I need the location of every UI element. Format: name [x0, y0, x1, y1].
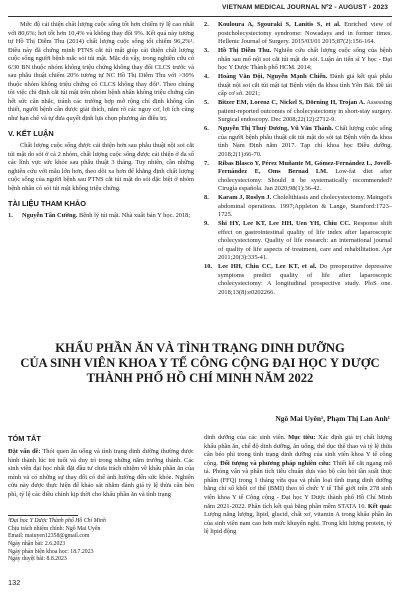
journal-header [0, 0, 400, 14]
reference-authors: Hồ Thị Diễm Thu. [218, 47, 272, 55]
abstract-text: dinh dưỡng của các sinh viên. [204, 434, 289, 441]
article-title-line: CỦA SINH VIÊN KHOA Y TẾ CÔNG CỘNG ĐẠI HỌC Y DƯỢC [20, 356, 380, 371]
reference-authors: Lee HH, Chiu CC, Lee KT, et al. [218, 263, 317, 271]
reference-list-left [8, 212, 194, 221]
footnote-affiliation: ¹Đại học Y Dược Thành phố Hồ Chí Minh [8, 518, 106, 524]
reference-number: 5. [204, 99, 209, 107]
abstract-paragraph [8, 448, 194, 499]
footnote-rule [8, 515, 78, 516]
abstract-label-method: Đối tượng và phương pháp nghiên cứu: [220, 459, 331, 467]
reference-number: 8. [204, 194, 209, 202]
abstract-text: Lượng năng lượng, lipid, glucid, chất xơ, vitamin A trong khẩu phần ăn của sinh viên nam cao hơn mức khuyến nghị. Trong khi lượng protein, tỷ lệ lipid động [204, 511, 392, 536]
reference-text: Bệnh lý túi mật. Nhà xuất bản Y học. 2018; [77, 211, 191, 219]
reference-item [204, 220, 392, 263]
reference-item [204, 263, 392, 297]
reference-number: 10. [204, 263, 212, 271]
reference-authors: Nguyễn Tấn Cường. [22, 211, 78, 219]
abstract-text: Thói quen ăn uống và tình trạng dinh dưỡng thường được hình thành lúc trẻ tuổi và duy trì trong những năm trưởng thành. Các sinh viên đại học nhất đặt đầu tư chưa trách nhiệm về khẩu phần ăn của mình và có những sự thay đổi có thể ảnh hưởng đến sức khỏe. Nghiên cứu này được thực hiện để khảo sát nhằm đánh giá tỷ lệ thừa cân béo phì, tỷ lệ các điều chỉnh kịp thời cho khẩu phần ăn và tình trạng [8, 447, 194, 498]
journal-header-text: VIETNAM MEDICAL JOURNAL Nº2 - AUGUST - 2023 [222, 4, 388, 11]
abstract-label-background: Đặt vấn đề: [8, 447, 41, 455]
reference-item [204, 194, 392, 220]
abstract-right [204, 434, 392, 537]
reference-text: Nghiên cứu chất lượng cuộc sống của bệnh nhân sau mổ nội soi cắt túi mật do sỏi. Luận án tiến sĩ Y học - Đại học Y Dược Thành phố HCM. 2014; [218, 47, 392, 72]
conclusion-text: Chất lượng cuộc sống được cải thiện hơn sau phẫu thuật nội soi cắt túi mật do sỏi ở cả 2 nhóm, chất lượng cuộc sống được cải thiện ở đa số các lĩnh vực sức khỏe sau phẫu thuật 3 tháng. Tuy nhiên, cần những nghiên cứu với mẫu lớn hơn, theo dõi xa hơn để khẳng định chất lượng cuộc sống của người bệnh sau PTNS cắt túi mật do sỏi đặc biệt ở nhóm bệnh nhân có sỏi túi mật không triệu chứng. [8, 142, 194, 192]
reference-text: Đánh giá kết quả phẫu thuật nội soi cắt túi mật tại Bệnh viện đa khoa tỉnh Yên Bái. Đề tài cấp cơ sở. 2021; [218, 73, 392, 98]
discussion-paragraph: Mức độ cải thiện chất lượng cuộc sống tốt hơn chiếm tỷ lệ cao nhất với 80,6%; hơi tốt hơn 10,4% và không thay đổi 9%. Kết quả này tương tự Hồ Thị Diễm Thu (2014) chất lượng cuộc sống tốt chiếm 96,2%¹. Điều này đã chứng minh PTNS cắt túi mật giúp cải thiện chất lượng cuộc sống người bệnh mắc sỏi túi mật. Mặc dù vậy, trong nghiên cứu có 6/30 BN thuộc nhóm không triệu chứng không thay đổi CLCS trước và sau phẫu thuật chiếm 20% tương tự NC Hồ Thị Diễm Thu với >30% thuộc nhóm không triệu chứng có CLCS không thay đổi¹. Theo chúng tôi việc chỉ định cắt túi mật trên nhóm bệnh nhân không triệu chứng cần hết sức cân nhắc, tránh các trường hợp mở rộng chỉ định không cần thiết, người bệnh cần được giải thích, nắm rõ các nguy cơ, lợi ích cũng như hạn chế và tự đưa quyết định lựa chọn phương án điều trị. [8, 21, 194, 122]
reference-number: 6. [204, 125, 209, 133]
reference-number: 3. [204, 47, 209, 55]
abstract-label-results: Kết quả: [367, 502, 392, 510]
reference-item [204, 160, 392, 194]
reference-item [204, 125, 392, 159]
reference-text: Low-fat diet after cholecystectomy: Should it be systematically recommended? Cirugía española. Jan 2020;98(1):36-42. [218, 168, 392, 193]
footnote-responsible-author: Chịu trách nhiệm chính: Ngô Mai Uyên [8, 525, 101, 532]
reference-text: Cholelithiasis and cholecystectomy. Maingot's abdominal operations. 1997;Appleton & Lange, Stamford:1723–1725. [218, 194, 392, 219]
article-title-line: THÀNH PHỐ HỒ CHÍ MINH NĂM 2022 [86, 371, 314, 386]
footnote-date-accepted: Ngày duyệt bài: 8.8.2023 [8, 556, 67, 563]
reference-number: 4. [204, 73, 209, 81]
reference-authors: Ribas Blasco Y, Pérez Muñante M, Gómez-Fernández L, Jovell-Fernández E, Oms Bernad LM. [218, 159, 392, 176]
article-title [8, 341, 392, 386]
footnote-date-received: Ngày nhận bài: 2.6.2023 [8, 540, 66, 547]
reference-authors: Kouloura A, Sgouraki S, Lanitis S, et al. [218, 21, 341, 28]
reference-authors: Karam J, Roslyn J. [218, 194, 272, 202]
article-title-line: KHẨU PHẦN ĂN VÀ TÌNH TRẠNG DINH DƯỠNG [55, 341, 345, 355]
reference-number: 1. [8, 211, 13, 219]
footnote-date-reviewed: Ngày phản biện khoa học: 18.7.2023 [8, 548, 94, 555]
header-rule [8, 16, 392, 17]
abstract-paragraph-continued [204, 434, 392, 537]
abstract-text: Xác định giá trị chất lượng khẩu phần ăn, chế độ dinh dưỡng, ăn uống, thể dục thể thao và tỷ lệ thừa cân béo phì trong tình trạng dinh dưỡng của sinh viên khoa Y tế công cộng. [204, 434, 393, 467]
reference-item [204, 21, 392, 47]
abstract-heading: TÓM TẮT [8, 434, 41, 443]
reference-number: 2. [204, 21, 209, 28]
left-column [8, 21, 194, 221]
reference-text: Do preoperative depressive symptoms predict quality of life after laparoscopic cholecystectomy: A longitudinal prospective study. PloS one. 2018;13(8):e0202266. [218, 263, 393, 296]
footnote-email: Email: maiuyen12358@gmail.com [8, 533, 90, 540]
reference-list-right [204, 21, 392, 298]
reference-item [204, 99, 392, 125]
references-heading: TÀI LIỆU THAM KHẢO [8, 199, 87, 209]
reference-authors: Hoàng Văn Đội, Nguyễn Mạnh Chiến. [218, 73, 328, 81]
reference-item [204, 73, 392, 99]
reference-authors: Bitzer EM, Lorenz C, Nickel S, Dörning H, Trojan A. [218, 99, 365, 107]
conclusion-heading: V. KẾT LUẬN [8, 129, 54, 139]
abstract-left [8, 434, 194, 499]
reference-number: 9. [204, 220, 209, 228]
reference-number: 7. [204, 159, 209, 167]
abstract-label-objective: Mục tiêu: [288, 434, 316, 441]
footnote [8, 518, 194, 564]
reference-authors: Nguyễn Thị Thuý Dương, Vũ Văn Thành. [218, 125, 334, 133]
reference-text: Enriched view of postcholecystectomy syndrome: Nowadays and in former times. Hellenic Journal of Surgery. 2015/03/01 2015;87(2):156-164. [218, 21, 393, 46]
reference-text: Assessing patient-reported outcomes of cholecystectomy in short-stay surgery. Surgical endoscopy. Dec 2008;22(12):2712-9. [218, 99, 392, 124]
right-column [204, 21, 392, 298]
reference-text: Chất lượng cuộc sống của người bệnh phẫu thuật cắt túi mật do sỏi tại Bệnh viện đa khoa tỉnh Nam Định năm 2017. Tạp chí khoa học Điều dưỡng. 2018;2(1):66-70. [218, 125, 392, 158]
article-authors: Ngô Mai Uyên¹, Phạm Thị Lan Anh¹ [275, 414, 390, 423]
abstract-text: Thiết kế cắt ngang mô tả. Phỏng vấn và phân tích tiêu chuẩn dựa vào bộ câu hỏi tần suất thực phẩm (FFQ) trong 1 tháng vừa qua và phân loại tình trạng dinh dưỡng bằng chỉ số khối cơ thể (BMI) theo tổ chức Y tế Thế giới trên 278 sinh viên khoa Y tế Công cộng - Đại học Y Dược thành phố Hồ Chí Minh năm 2021-2022. Phân tích kết quả bằng phần mềm STATA 16. [204, 459, 392, 510]
page-number: 132 [8, 578, 21, 587]
reference-item [204, 47, 392, 73]
reference-text: Response shift effect on gastrointestinal quality of life index after laparoscopic cholecystectomy. Quality of life research: an international journal of quality of life aspects of treatment, care and rehabilitation. Apr 2011;20(3):335-41. [218, 220, 392, 262]
reference-authors: Shi HY, Lee KT, Lee HH, Uen YH, Chiu CC. [218, 220, 351, 228]
reference-item [8, 212, 194, 221]
